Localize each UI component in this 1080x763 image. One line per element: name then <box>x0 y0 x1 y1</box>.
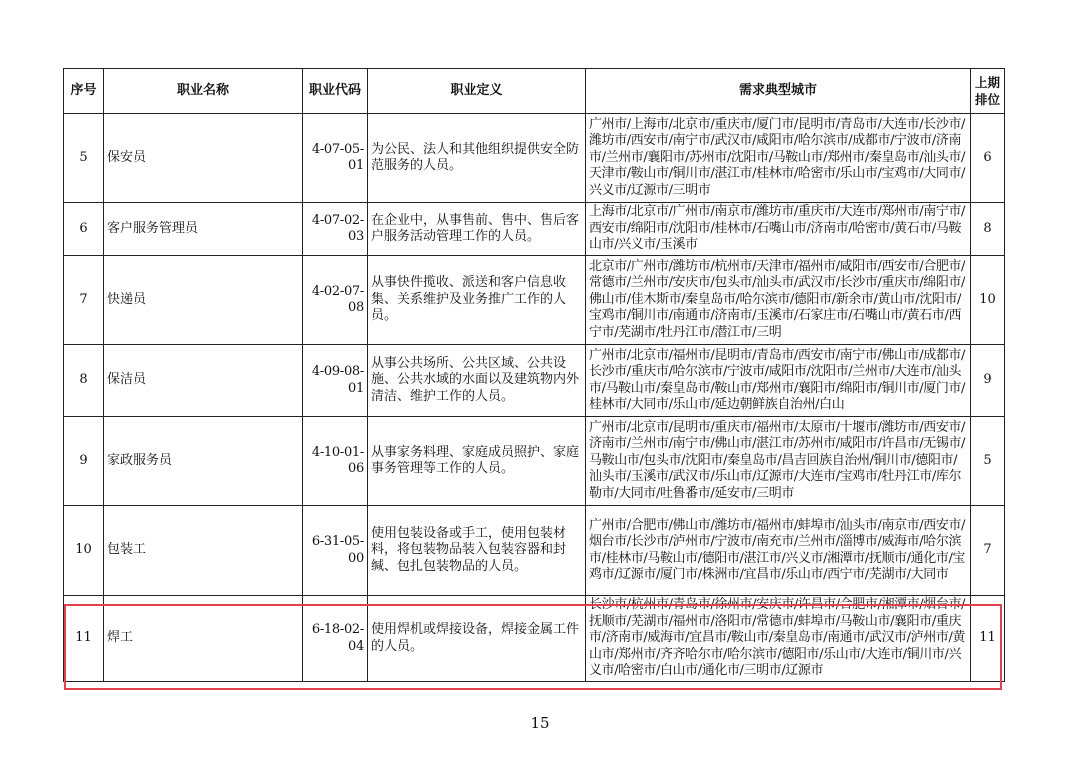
row-seq: 5 <box>64 114 104 203</box>
table-row <box>64 345 1005 417</box>
row-occupation-code: 6-31-05-00 <box>303 506 368 596</box>
row-typical-cities: 广州市/北京市/昆明市/重庆市/福州市/太原市/十堰市/潍坊市/西安市/济南市/兰州市/南宁市/佛山市/湛江市/苏州市/咸阳市/许昌市/无锡市/马鞍山市/包头市/沈阳市/秦皇岛市/昌吉回族自治州/铜川市/德阳市/汕头市/玉溪市/武汉市/乐山市/辽源市/大连市/宝鸡市/牡丹江市/库尔勒市/大同市/吐鲁番市/延安市/三明市 <box>586 417 971 506</box>
row-occupation-definition: 从事公共场所、公共区域、公共设施、公共水域的水面以及建筑物内外清洁、维护工作的人员。 <box>368 345 586 417</box>
row-typical-cities: 上海市/北京市/广州市/南京市/潍坊市/重庆市/大连市/郑州市/南宁市/西安市/绵阳市/沈阳市/桂林市/石嘴山市/济南市/哈密市/黄石市/马鞍山市/兴义市/玉溪市 <box>586 203 971 256</box>
row-occupation-definition: 为公民、法人和其他组织提供安全防范服务的人员。 <box>368 114 586 203</box>
row-occupation-name: 客户服务管理员 <box>104 203 303 256</box>
row-occupation-code: 4-09-08-01 <box>303 345 368 417</box>
table-row <box>64 203 1005 256</box>
row-seq: 6 <box>64 203 104 256</box>
row-seq: 8 <box>64 345 104 417</box>
table-header-row <box>64 69 1005 114</box>
row-previous-rank: 10 <box>971 256 1005 345</box>
row-occupation-name: 快递员 <box>104 256 303 345</box>
row-seq: 7 <box>64 256 104 345</box>
header-occupation-definition: 职业定义 <box>368 69 586 114</box>
row-seq: 9 <box>64 417 104 506</box>
row-typical-cities: 长沙市/杭州市/青岛市/徐州市/安庆市/许昌市/合肥市/湘潭市/烟台市/抚顺市/芜湖市/福州市/洛阳市/常德市/蚌埠市/马鞍山市/襄阳市/重庆市/济南市/威海市/宜昌市/鞍山市/秦皇岛市/南通市/武汉市/泸州市/黄山市/郑州市/齐齐哈尔市/哈尔滨市/德阳市/乐山市/大连市/铜川市/兴义市/哈密市/白山市/通化市/三明市/辽源市 <box>586 596 971 682</box>
row-occupation-name: 家政服务员 <box>104 417 303 506</box>
table-row-highlighted <box>64 596 1005 682</box>
header-seq: 序号 <box>64 69 104 114</box>
row-occupation-code: 4-07-02-03 <box>303 203 368 256</box>
table-row <box>64 506 1005 596</box>
occupation-table <box>63 68 1005 682</box>
row-previous-rank: 6 <box>971 114 1005 203</box>
row-occupation-code: 4-02-07-08 <box>303 256 368 345</box>
table-row <box>64 417 1005 506</box>
header-occupation-name: 职业名称 <box>104 69 303 114</box>
table-row <box>64 114 1005 203</box>
row-typical-cities: 广州市/上海市/北京市/重庆市/厦门市/昆明市/青岛市/大连市/长沙市/潍坊市/西安市/南宁市/武汉市/咸阳市/哈尔滨市/成都市/宁波市/济南市/兰州市/襄阳市/苏州市/沈阳市/马鞍山市/郑州市/秦皇岛市/汕头市/天津市/鞍山市/铜川市/湛江市/桂林市/哈密市/乐山市/宝鸡市/大同市/兴义市/辽源市/三明市 <box>586 114 971 203</box>
row-occupation-definition: 从事家务料理、家庭成员照护、家庭事务管理等工作的人员。 <box>368 417 586 506</box>
row-occupation-name: 焊工 <box>104 596 303 682</box>
row-occupation-definition: 在企业中，从事售前、售中、售后客户服务活动管理工作的人员。 <box>368 203 586 256</box>
row-previous-rank: 9 <box>971 345 1005 417</box>
row-occupation-code: 4-10-01-06 <box>303 417 368 506</box>
header-previous-rank: 上期排位 <box>971 69 1005 114</box>
row-occupation-definition: 从事快件揽收、派送和客户信息收集、关系维护及业务推广工作的人员。 <box>368 256 586 345</box>
row-occupation-name: 保安员 <box>104 114 303 203</box>
row-previous-rank: 5 <box>971 417 1005 506</box>
row-previous-rank: 8 <box>971 203 1005 256</box>
table-row <box>64 256 1005 345</box>
header-typical-cities: 需求典型城市 <box>586 69 971 114</box>
row-occupation-name: 包装工 <box>104 506 303 596</box>
row-occupation-code: 6-18-02-04 <box>303 596 368 682</box>
row-typical-cities: 北京市/广州市/潍坊市/杭州市/天津市/福州市/咸阳市/西安市/合肥市/常德市/兰州市/安庆市/包头市/汕头市/武汉市/长沙市/重庆市/绵阳市/佛山市/佳木斯市/秦皇岛市/哈尔滨市/德阳市/新余市/黄山市/沈阳市/宝鸡市/铜川市/南通市/济南市/玉溪市/石家庄市/石嘴山市/黄石市/西宁市/芜湖市/牡丹江市/潜江市/三明 <box>586 256 971 345</box>
row-seq: 10 <box>64 506 104 596</box>
row-previous-rank: 11 <box>971 596 1005 682</box>
page-number: 15 <box>530 714 550 732</box>
row-seq: 11 <box>64 596 104 682</box>
row-previous-rank: 7 <box>971 506 1005 596</box>
row-occupation-code: 4-07-05-01 <box>303 114 368 203</box>
row-typical-cities: 广州市/北京市/福州市/昆明市/青岛市/西安市/南宁市/佛山市/成都市/长沙市/重庆市/哈尔滨市/宁波市/咸阳市/沈阳市/兰州市/大连市/汕头市/马鞍山市/秦皇岛市/鞍山市/郑州市/襄阳市/绵阳市/铜川市/厦门市/桂林市/大同市/乐山市/延边朝鲜族自治州/白山 <box>586 345 971 417</box>
row-typical-cities: 广州市/合肥市/佛山市/潍坊市/福州市/蚌埠市/汕头市/南京市/西安市/烟台市/长沙市/泸州市/宁波市/南充市/兰州市/淄博市/威海市/哈尔滨市/桂林市/马鞍山市/德阳市/湛江市/兴义市/湘潭市/抚顺市/通化市/宝鸡市/辽源市/厦门市/株洲市/宜昌市/乐山市/西宁市/芜湖市/大同市 <box>586 506 971 596</box>
row-occupation-definition: 使用焊机或焊接设备，焊接金属工件的人员。 <box>368 596 586 682</box>
row-occupation-name: 保洁员 <box>104 345 303 417</box>
row-occupation-definition: 使用包装设备或手工，使用包装材料，将包装物品装入包装容器和封缄、包扎包装物品的人员。 <box>368 506 586 596</box>
header-occupation-code: 职业代码 <box>303 69 368 114</box>
